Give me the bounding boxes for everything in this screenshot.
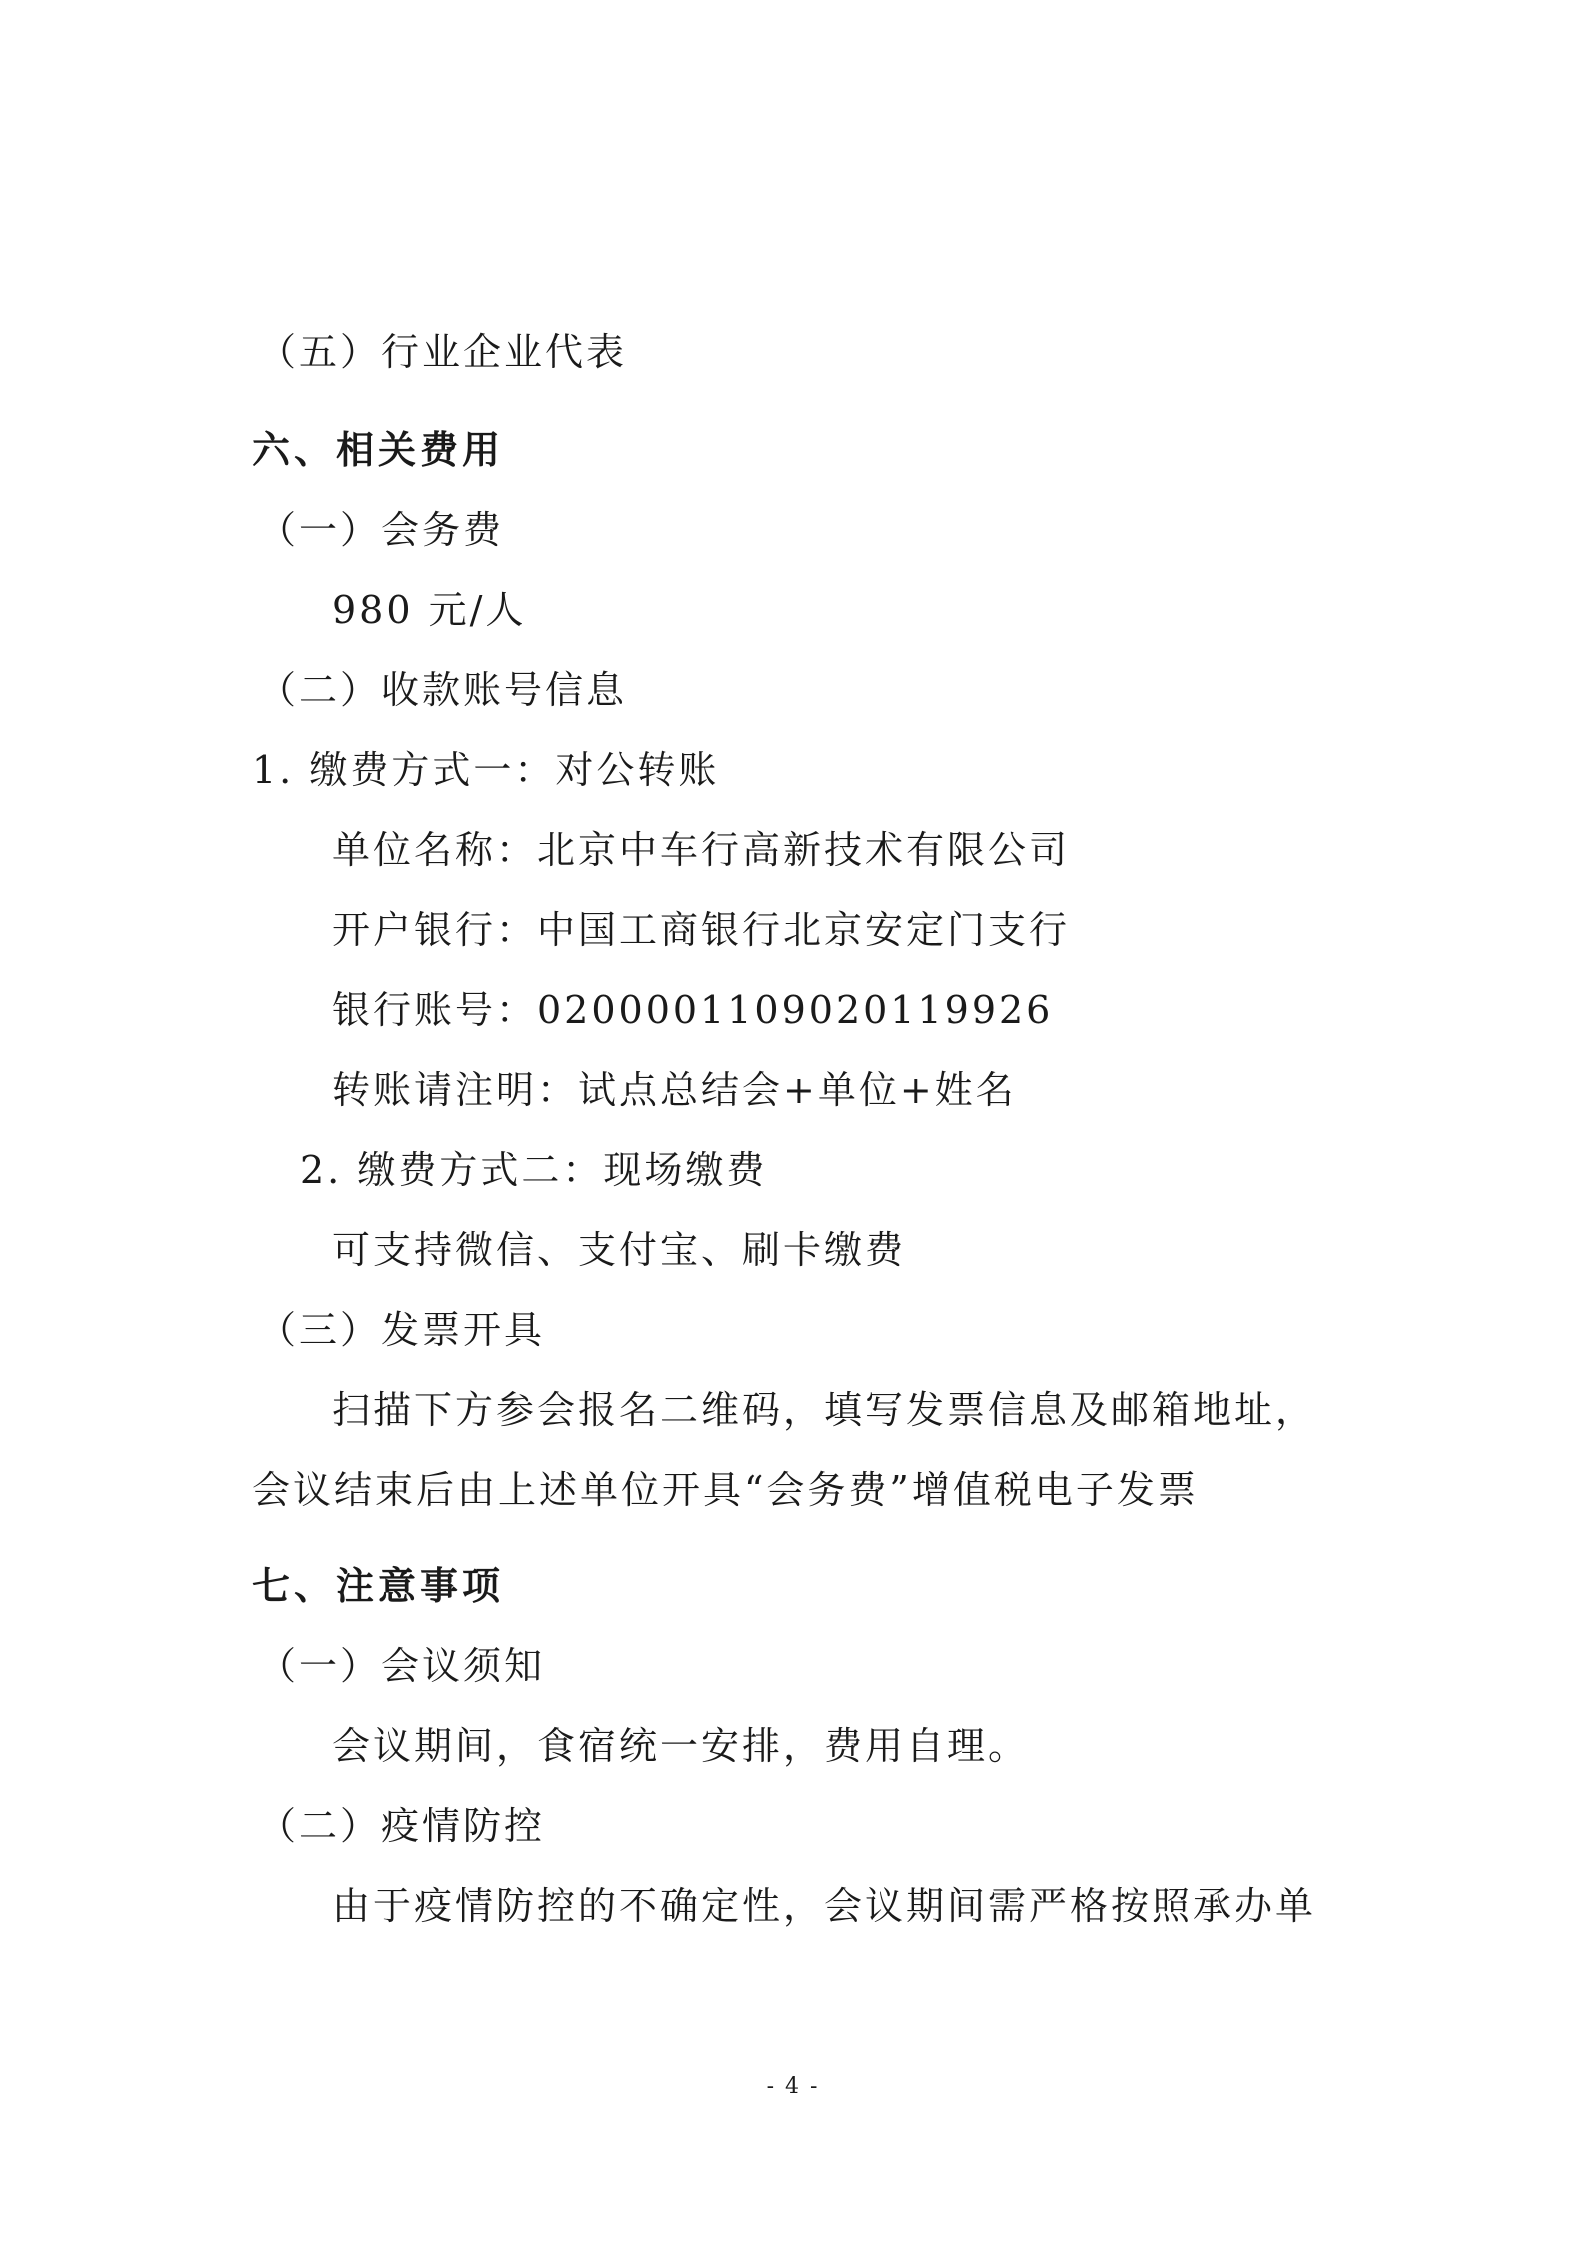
section-heading-fees: 六、相关费用	[252, 428, 505, 472]
epidemic-control-text: 由于疫情防控的不确定性，会议期间需严格按照承办单	[332, 1884, 1317, 1928]
subsection-invoice: （三）发票开具	[258, 1308, 546, 1352]
conference-fee-amount: 980 元/人	[332, 588, 527, 632]
account-unit-name: 单位名称：北京中车行高新技术有限公司	[332, 828, 1071, 872]
meeting-notice-text: 会议期间，食宿统一安排，费用自理。	[332, 1724, 1030, 1768]
payment-method-one: 1. 缴费方式一：对公转账	[252, 748, 720, 792]
account-number: 银行账号：0200001109020119926	[332, 988, 1054, 1032]
onsite-payment-options: 可支持微信、支付宝、刷卡缴费	[332, 1228, 907, 1272]
invoice-instruction-line-1: 扫描下方参会报名二维码，填写发票信息及邮箱地址，	[332, 1388, 1317, 1432]
payment-method-two: 2. 缴费方式二：现场缴费	[300, 1148, 768, 1192]
subsection-payment-account: （二）收款账号信息	[258, 668, 628, 712]
subsection-conference-fee: （一）会务费	[258, 508, 505, 552]
account-bank-name: 开户银行：中国工商银行北京安定门支行	[332, 908, 1071, 952]
invoice-instruction-line-2: 会议结束后由上述单位开具“会务费”增值税电子发票	[252, 1468, 1199, 1512]
subsection-epidemic-control: （二）疫情防控	[258, 1804, 546, 1848]
transfer-note: 转账请注明：试点总结会+单位+姓名	[332, 1068, 1017, 1112]
subsection-meeting-notice: （一）会议须知	[258, 1644, 546, 1688]
page-number: - 4 -	[766, 2074, 820, 2099]
subsection-industry-representatives: （五）行业企业代表	[258, 330, 628, 374]
section-heading-notes: 七、注意事项	[252, 1564, 505, 1608]
